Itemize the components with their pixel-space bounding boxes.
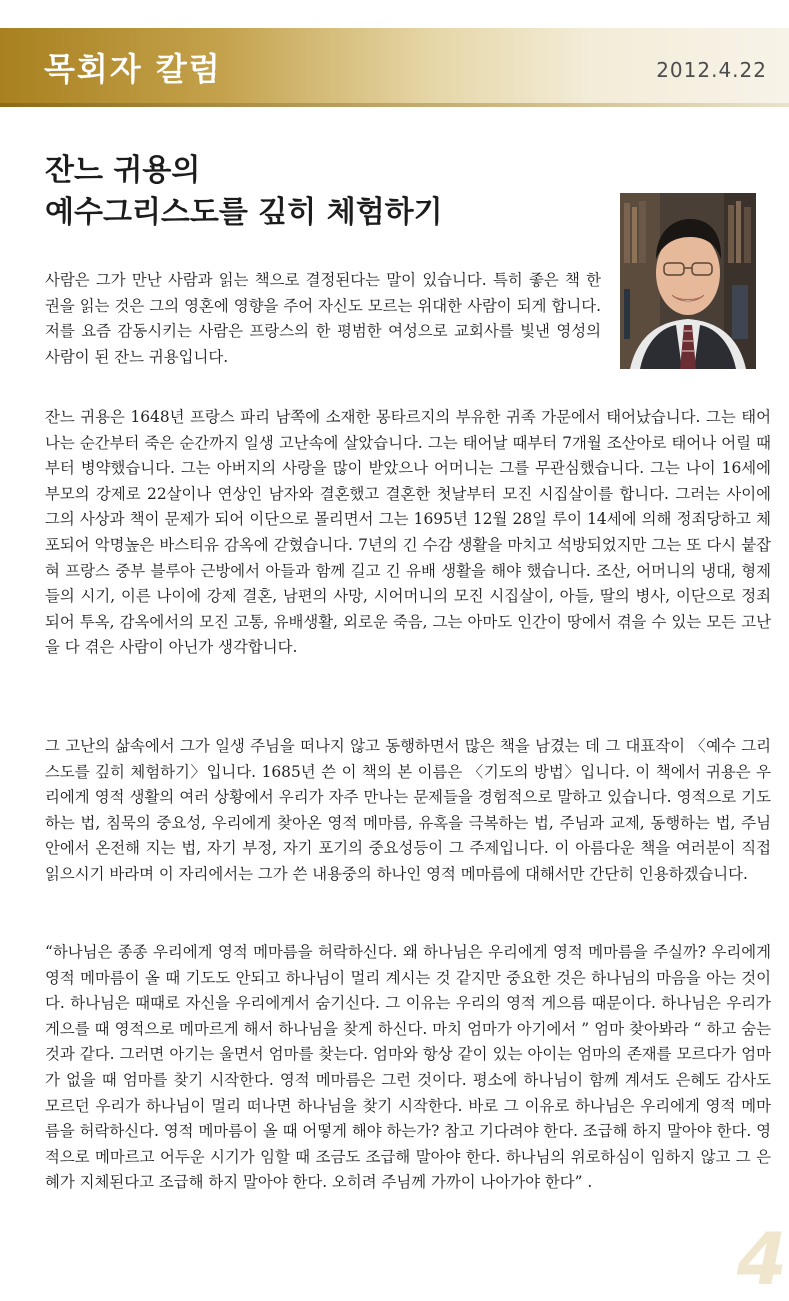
author-photo [620, 193, 756, 369]
article-paragraph-2: 잔느 귀용은 1648년 프랑스 파리 남쪽에 소재한 몽타르지의 부유한 귀족 가문에서 태어났습니다. 그는 태어나는 순간부터 죽은 순간까지 일생 고난속에 살았습니다. 그는 태어날 때부터 7개월 조산아로 태어나 어릴 때부터 병약했습니다. 그는 아버지의 사랑을 많이 받았으나 어머니는 그를 무관심했습니다. 그는 나이 16세에 부모의 강제로 22살이나 연상인 남자와 결혼했고 결혼한 첫날부터 모진 시집살이를 합니다. 그러는 사이에 그의 사상과 책이 문제가 되어 이단으로 몰리면서 그는 1695년 12월 28일 루이 14세에 의해 정죄당하고 체포되어 악명높은 바스티유 감옥에 갇혔습니다. 7년의 긴 수감 생활을 마치고 석방되었지만 그는 또 다시 붙잡혀 프랑스 중부 블루아 근방에서 아들과 함께 길고 긴 유배 생활을 해야 했습니다. 조산, 어머니의 냉대, 형제들의 시기, 이른 나이에 강제 결혼, 남편의 사망, 시어머니의 모진 시집살이, 아들, 딸의 병사, 이단으로 정죄되어 투옥, 감옥에서의 모진 고통, 유배생활, 외로운 죽음, 그는 아마도 인간이 땅에서 겪을 수 있는 모든 고난을 다 겪은 사람이 아닌가 생각합니다. [45, 408, 771, 657]
page-number: 4 [736, 1217, 787, 1301]
issue-date: 2012.4.22 [656, 58, 767, 82]
article-paragraph-3: 그 고난의 삶속에서 그가 일생 주님을 떠나지 않고 동행하면서 많은 책을 남겼는 데 그 대표작이 〈예수 그리스도를 깊히 체험하기〉입니다. 1685년 쓴 이 책의 본 이름은 〈기도의 방법〉입니다. 이 책에서 귀용은 우리에게 영적 생활의 여러 상황에서 우리가 자주 만나는 문제들을 경험적으로 말하고 있습니다. 영적으로 기도하는 법, 침묵의 중요성, 우리에게 찾아온 영적 메마름, 유혹을 극복하는 법, 주님과 교제, 동행하는 법, 주님안에서 온전해 지는 법, 자기 부정, 자기 포기의 중요성등이 그 주제입니다. 이 아름다운 책을 여러분이 직접 읽으시기 바라며 이 자리에서는 그가 쓴 내용중의 하나인 영적 메마름에 대해서만 간단히 인용하겠습니다. [45, 737, 771, 883]
article-paragraph-1: 사람은 그가 만난 사람과 읽는 책으로 결정된다는 말이 있습니다. 특히 좋은 책 한 권을 읽는 것은 그의 영혼에 영향을 주어 자신도 모르는 위대한 사람이 되게 합니다. 저를 요즘 감동시키는 사람은 프랑스의 한 평범한 여성으로 교회사를 빛낸 영성의 사람이 된 잔느 귀용입니다. [45, 271, 601, 366]
top-margin [0, 0, 789, 28]
article-title-line-2: 예수그리스도를 깊히 체험하기 [45, 195, 443, 230]
header-divider [0, 103, 789, 107]
column-title: 목회자 칼럼 [44, 50, 222, 88]
article-title [45, 150, 605, 234]
article-paragraph-4: “하나님은 종종 우리에게 영적 메마름을 허락하신다. 왜 하나님은 우리에게 영적 메마름을 주실까? 우리에게 영적 메마름이 올 때 기도도 안되고 하나님이 멀리 계시는 것 같지만 중요한 것은 하나님의 마음을 아는 것이다. 하나님은 때때로 자신을 우리에게서 숨기신다. 그 이유는 우리의 영적 게으름 때문이다. 하나님은 우리가 게으를 때 영적으로 메마르게 해서 하나님을 찾게 하신다. 마치 엄마가 아기에서 ” 엄마 찾아봐라 “ 하고 숨는 것과 같다. 그러면 아기는 울면서 엄마를 찾는다. 엄마와 항상 같이 있는 아이는 엄마의 존재를 모르다가 엄마가 없을 때 엄마를 찾기 시작한다. 영적 메마름은 그런 것이다. 평소에 하나님이 함께 계셔도 은혜도 감사도 모르던 우리가 하나님이 멀리 떠나면 하나님을 찾기 시작한다. 바로 그 이유로 하나님은 우리에게 영적 메마름을 허락하신다. 영적 메마름이 올 때 어떻게 해야 하는가? 참고 기다려야 한다. 조급해 하지 말아야 한다. 영적으로 메마르고 어두운 시기가 임할 때 조금도 조급해 말아야 한다. 하나님의 위로하심이 임하지 않고 그 은혜가 지체된다고 조급해 하지 말아야 한다. 오히려 주님께 가까이 나아가야 한다” . [45, 943, 771, 1192]
article-title-line-1: 잔느 귀용의 [45, 153, 201, 188]
